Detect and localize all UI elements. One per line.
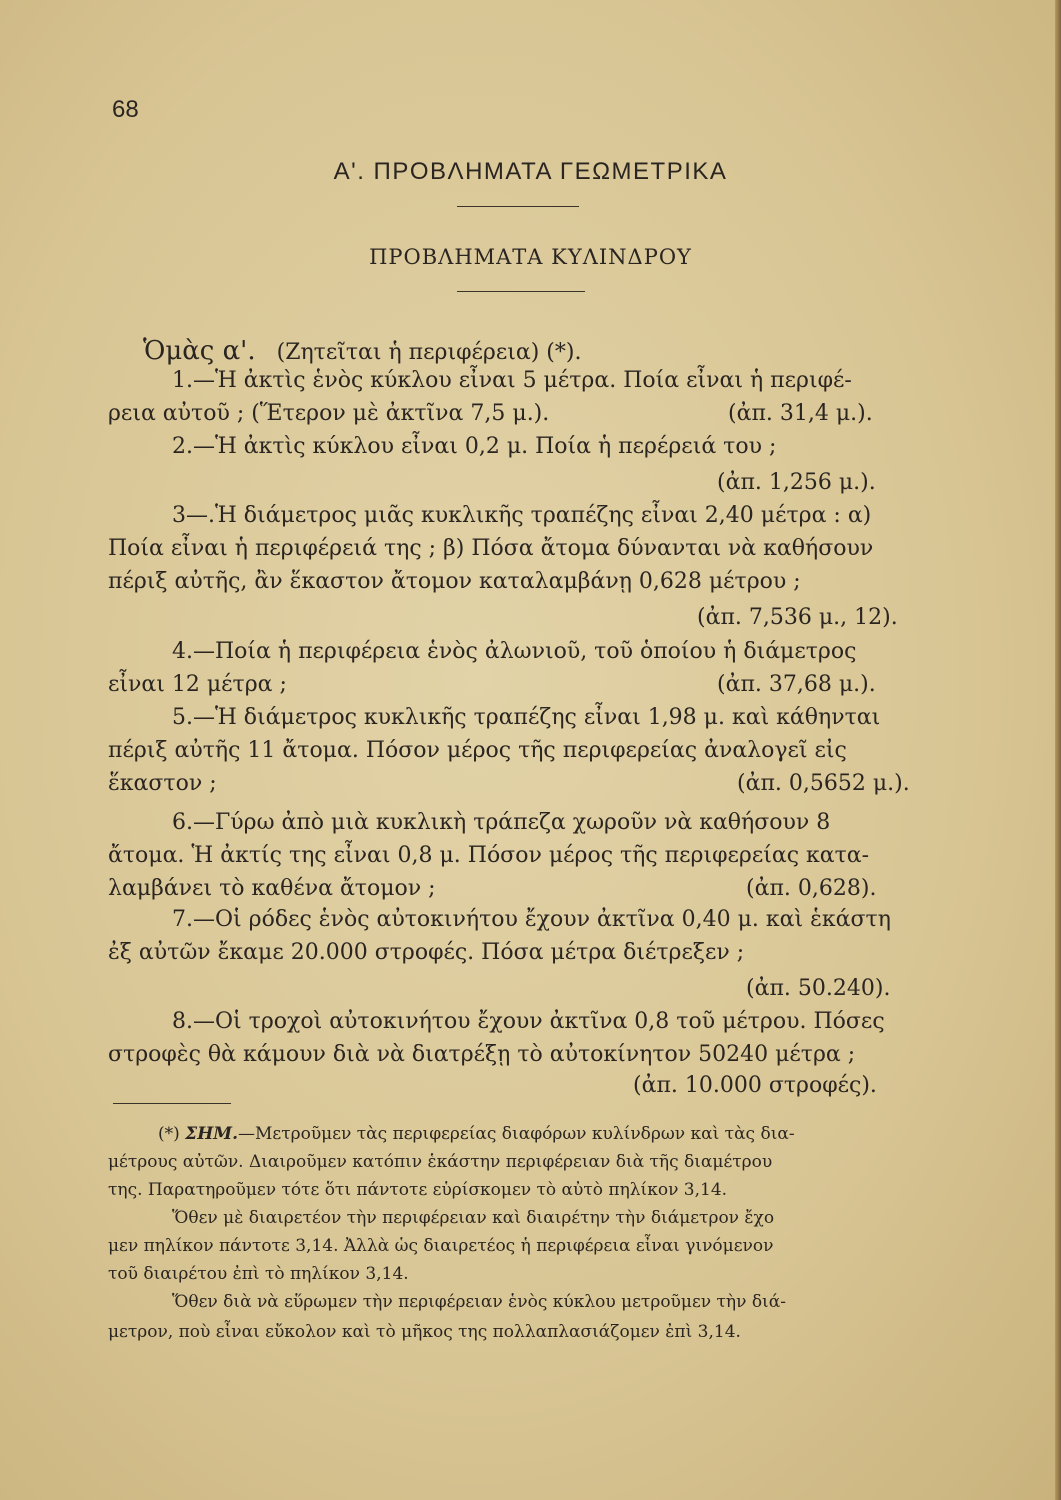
problem-line: εἶναι 12 μέτρα ; [108, 672, 287, 697]
problem-line: Ποία εἶναι ἡ περιφέρειά της ; β) Πόσα ἄτομα δύνανται νὰ καθήσουν [108, 536, 874, 561]
group-note: (Ζητεῖται ἡ περιφέρεια) (*). [276, 340, 582, 365]
group-label: Ὁμὰς α'. [143, 336, 256, 366]
group-heading [143, 336, 581, 366]
section-subtitle: ΠΡΟΒΛΗΜΑΤΑ ΚΥΛΙΝΔΡΟΥ [369, 245, 692, 269]
problem-line: ἄτομα. Ἡ ἀκτίς της εἶναι 0,8 μ. Πόσον μέρος τῆς περιφερείας κατα- [108, 843, 870, 868]
footnote-line: Ὅθεν διὰ νὰ εὕρωμεν τὴν περιφέρειαν ἑνὸς κύκλου μετροῦμεν τὴν διά- [172, 1292, 786, 1312]
page-edge [1055, 0, 1061, 1500]
problem-answer: (ἀπ. 31,4 μ.). [728, 401, 873, 426]
problem-answer: (ἀπ. 0,5652 μ.). [737, 771, 910, 796]
footnote-line: μετρον, ποὺ εἶναι εὔκολον καὶ τὸ μῆκος της πολλαπλασιάζομεν ἐπὶ 3,14. [108, 1322, 741, 1342]
problem-line: 8.—Οἱ τροχοὶ αὐτοκινήτου ἔχουν ἀκτῖνα 0,8 τοῦ μέτρου. Πόσες [172, 1009, 885, 1034]
problem-line: 3—.Ἡ διάμετρος μιᾶς κυκλικῆς τραπέζης εἶναι 2,40 μέτρα : α) [172, 503, 872, 528]
problem-answer: (ἀπ. 0,628). [746, 876, 877, 901]
problem-line: 5.—Ἡ διάμετρος κυκλικῆς τραπέζης εἶναι 1,98 μ. καὶ κάθηνται [172, 705, 881, 730]
problem-line: 1.—Ἡ ἀκτὶς ἑνὸς κύκλου εἶναι 5 μέτρα. Ποία εἶναι ἡ περιφέ- [172, 368, 852, 393]
problem-line: ἐξ αὐτῶν ἔκαμε 20.000 στροφές. Πόσα μέτρα διέτρεξεν ; [108, 940, 745, 965]
problem-line: λαμβάνει τὸ καθένα ἄτομον ; [108, 876, 436, 901]
footnote-divider [113, 1103, 231, 1104]
problem-line: ἕκαστον ; [108, 771, 217, 796]
problem-answer: (ἀπ. 37,68 μ.). [717, 672, 876, 697]
footnote-label: ΣΗΜ. [185, 1124, 238, 1144]
problem-line: 4.—Ποία ἡ περιφέρεια ἑνὸς ἀλωνιοῦ, τοῦ ὁποίου ἡ διάμετρος [172, 639, 857, 664]
footnote-marker: (*) [158, 1124, 180, 1144]
page-number: 68 [112, 96, 139, 123]
footnote-line: μεν πηλίκον πάντοτε 3,14. Ἀλλὰ ὡς διαιρετέος ἡ περιφέρεια εἶναι γινόμενον [108, 1236, 774, 1256]
problem-line: πέριξ αὐτῆς 11 ἄτομα. Πόσον μέρος τῆς περιφερείας ἀναλογεῖ εἰς [108, 738, 847, 763]
page-title: Α'. ΠΡΟΒΛΗΜΑΤΑ ΓΕΩΜΕΤΡΙΚΑ [333, 158, 728, 185]
problem-line: 6.—Γύρω ἀπὸ μιὰ κυκλικὴ τράπεζα χωροῦν νὰ καθήσουν 8 [172, 810, 831, 835]
footnote-text: —Μετροῦμεν τὰς περιφερείας διαφόρων κυλίνδρων καὶ τὰς δια- [238, 1124, 795, 1144]
problem-line: ρεια αὐτοῦ ; (Ἕτερον μὲ ἀκτῖνα 7,5 μ.). [108, 401, 550, 426]
problem-line: 7.—Οἱ ρόδες ἑνὸς αὐτοκινήτου ἔχουν ἀκτῖνα 0,40 μ. καὶ ἑκάστη [172, 907, 891, 932]
problem-line: στροφὲς θὰ κάμουν διὰ νὰ διατρέξῃ τὸ αὐτοκίνητον 50240 μέτρα ; [108, 1042, 856, 1067]
problem-answer: (ἀπ. 7,536 μ., 12). [697, 605, 898, 630]
footnote-line: τοῦ διαιρέτου ἐπὶ τὸ πηλίκον 3,14. [108, 1264, 409, 1284]
footnote-line: μέτρους αὐτῶν. Διαιροῦμεν κατόπιν ἑκάστην περιφέρειαν διὰ τῆς διαμέτρου [108, 1152, 773, 1172]
footnote-line-first [158, 1124, 980, 1144]
subtitle-divider [457, 291, 585, 292]
problem-answer: (ἀπ. 50.240). [746, 976, 891, 1001]
problem-answer: (ἀπ. 10.000 στροφές). [633, 1073, 877, 1098]
problem-line: πέριξ αὐτῆς, ἂν ἕκαστον ἄτομον καταλαμβάνῃ 0,628 μέτρου ; [108, 569, 801, 594]
problem-line: 2.—Ἡ ἀκτὶς κύκλου εἶναι 0,2 μ. Ποία ἡ περέρειά του ; [172, 434, 777, 459]
title-divider [457, 206, 579, 207]
problem-answer: (ἀπ. 1,256 μ.). [717, 470, 876, 495]
footnote-line: Ὅθεν μὲ διαιρετέον τὴν περιφέρειαν καὶ διαιρέτην τὴν διάμετρον ἔχο [172, 1208, 775, 1228]
footnote-line: της. Παρατηροῦμεν τότε ὅτι πάντοτε εὑρίσκομεν τὸ αὐτὸ πηλίκον 3,14. [108, 1180, 728, 1200]
